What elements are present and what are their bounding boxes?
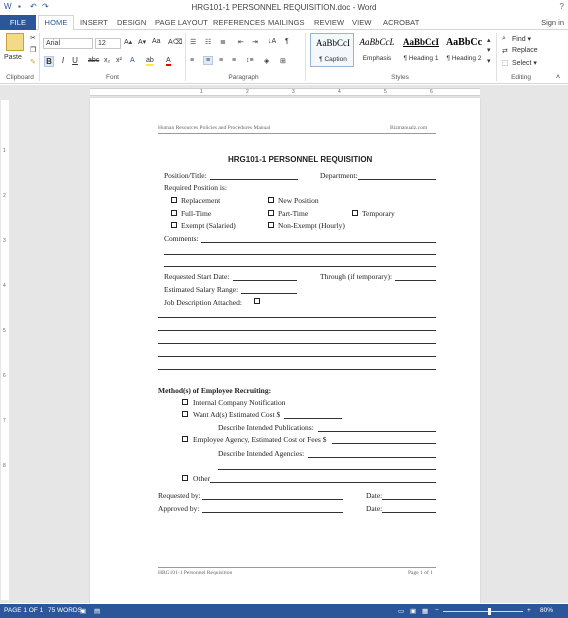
tab-design[interactable]: DESIGN <box>117 18 147 27</box>
approved-date-label: Date: <box>366 504 383 513</box>
justify-icon[interactable]: ≡ <box>232 57 237 64</box>
tab-page-layout[interactable]: PAGE LAYOUT <box>155 18 208 27</box>
find-icon: ⌕ <box>502 35 506 42</box>
select-button[interactable]: Select ▾ <box>512 60 537 67</box>
ruler-number: 6 <box>3 373 6 379</box>
new-position-checkbox[interactable] <box>268 197 274 203</box>
other-label: Other <box>193 474 211 483</box>
footer-rule <box>158 567 436 568</box>
ruler-number: 4 <box>3 283 6 289</box>
comments-line[interactable] <box>164 266 436 267</box>
tab-file[interactable]: FILE <box>0 15 36 30</box>
cut-icon[interactable]: ✂ <box>30 35 36 42</box>
read-mode-icon[interactable]: ▭ <box>398 608 405 615</box>
style-heading-2[interactable] <box>442 33 486 67</box>
requested-date-label: Date: <box>366 491 383 500</box>
redo-icon[interactable]: ↷ <box>42 2 49 11</box>
clear-format-icon[interactable]: A⌫ <box>168 39 183 46</box>
approved-by-label: Approved by: <box>158 504 200 513</box>
ruler-number: 8 <box>3 463 6 469</box>
agency-cost-field[interactable] <box>332 443 436 444</box>
temporary-label: Temporary <box>362 209 395 218</box>
style-name: ¶ Heading 1 <box>403 55 439 62</box>
clipboard-icon <box>6 33 24 51</box>
ribbon-tabs <box>0 15 568 30</box>
zoom-out-icon[interactable]: − <box>435 607 439 614</box>
ruler-number: 2 <box>246 89 249 95</box>
window-title: HRG101-1 PERSONNEL REQUISITION.doc - Word <box>191 3 377 12</box>
style-preview: AaBbCcI <box>402 37 439 47</box>
blank-line[interactable] <box>158 356 436 357</box>
tab-insert[interactable]: INSERT <box>80 18 108 27</box>
ribbon <box>0 30 568 84</box>
line-spacing-icon[interactable]: ↕≡ <box>246 57 254 64</box>
find-button[interactable]: Find ▾ <box>512 36 532 43</box>
change-case-icon[interactable]: Aa <box>152 38 161 45</box>
requested-by-label: Requested by: <box>158 491 201 500</box>
align-center-icon[interactable]: ≡ <box>203 56 213 65</box>
replace-icon: ⇄ <box>502 48 508 55</box>
footer-left: HRG101-1 Personnel Requisition <box>158 570 233 576</box>
horizontal-ruler[interactable] <box>90 88 480 96</box>
macro-icon[interactable]: ▤ <box>94 608 101 615</box>
print-layout-icon[interactable]: ▣ <box>410 608 417 615</box>
paste-button[interactable]: Paste <box>4 54 22 61</box>
internal-notification-label: Internal Company Notification <box>193 398 286 407</box>
approved-by-field[interactable] <box>202 512 343 513</box>
ruler-number: 5 <box>3 328 6 334</box>
align-left-icon[interactable]: ≡ <box>190 57 195 64</box>
select-icon: ⬚ <box>502 60 509 67</box>
through-label: Through (if temporary): <box>320 272 393 281</box>
font-group-label: Font <box>105 74 119 81</box>
style-name: ¶ Heading 2 <box>446 55 482 62</box>
document-title: HRG101-1 PERSONNEL REQUISITION <box>228 155 373 164</box>
want-ads-checkbox[interactable] <box>182 411 188 417</box>
borders-icon[interactable]: ⊞ <box>280 58 286 65</box>
increase-indent-icon[interactable]: ⇥ <box>252 39 258 46</box>
editing-group-label: Editing <box>511 74 531 81</box>
blank-line[interactable] <box>158 330 436 331</box>
other-checkbox[interactable] <box>182 475 188 481</box>
want-ads-cost-field[interactable] <box>284 418 342 419</box>
style-name: Emphasis <box>362 55 392 62</box>
tab-acrobat[interactable]: ACROBAT <box>383 18 420 27</box>
highlight-icon[interactable]: ab <box>146 57 154 64</box>
strikethrough-icon[interactable]: abc <box>88 57 100 64</box>
replace-button[interactable]: Replace <box>512 47 538 54</box>
show-marks-icon[interactable]: ¶ <box>285 38 289 45</box>
group-divider <box>496 33 497 81</box>
align-right-icon[interactable]: ≡ <box>219 57 224 64</box>
ruler-number: 4 <box>338 89 341 95</box>
ruler-number: 6 <box>430 89 433 95</box>
web-layout-icon[interactable]: ▦ <box>422 608 429 615</box>
italic-button[interactable]: I <box>61 56 65 65</box>
part-time-label: Part-Time <box>278 209 309 218</box>
text-effects-icon[interactable]: A <box>130 57 135 64</box>
new-position-label: New Position <box>278 196 319 205</box>
department-field[interactable] <box>358 179 436 180</box>
decrease-indent-icon[interactable]: ⇤ <box>238 39 244 46</box>
zoom-in-icon[interactable]: + <box>527 607 531 614</box>
sort-icon[interactable]: ↓A <box>268 38 277 45</box>
agencies-field[interactable] <box>308 457 436 458</box>
shrink-font-icon[interactable]: A▾ <box>138 39 147 46</box>
copy-icon[interactable]: ❐ <box>30 47 37 54</box>
tab-mailings[interactable]: MAILINGS <box>268 18 305 27</box>
internal-notification-checkbox[interactable] <box>182 399 188 405</box>
style-preview: AaBbCcL <box>359 37 395 47</box>
bullets-icon[interactable]: ☰ <box>190 39 197 46</box>
clipboard-group-label: Clipboard <box>6 74 34 81</box>
collapse-ribbon-icon[interactable]: ˄ <box>556 74 561 81</box>
part-time-checkbox[interactable] <box>268 210 274 216</box>
exempt-label: Exempt (Salaried) <box>181 221 236 230</box>
font-name-box[interactable]: Arial <box>43 38 93 49</box>
multilevel-list-icon[interactable]: ≣ <box>220 39 226 46</box>
requested-start-label: Requested Start Date: <box>164 272 230 281</box>
job-description-label: Job Description Attached: <box>164 298 242 307</box>
underline-button[interactable]: U <box>72 56 78 65</box>
page-count[interactable]: PAGE 1 OF 1 <box>4 607 44 614</box>
required-position-label: Required Position is: <box>164 183 227 192</box>
requested-start-field[interactable] <box>233 280 297 281</box>
word-app-icon: W <box>4 2 12 11</box>
header-rule <box>158 133 436 134</box>
footer-right: Page 1 of 1 <box>408 570 433 576</box>
help-button[interactable]: ? <box>559 2 564 11</box>
blank-line[interactable] <box>158 317 436 318</box>
comments-label: Comments: <box>164 234 199 243</box>
methods-heading: Method(s) of Employee Recruiting: <box>158 386 272 395</box>
ruler-number: 1 <box>3 148 6 154</box>
other-field[interactable] <box>210 482 436 483</box>
font-color-icon[interactable]: A <box>166 57 171 64</box>
style-name: ¶ Caption <box>319 56 347 63</box>
department-label: Department: <box>320 171 358 180</box>
salary-range-label: Estimated Salary Range: <box>164 285 239 294</box>
employee-agency-checkbox[interactable] <box>182 436 188 442</box>
styles-scroll-up-icon[interactable]: ▴ <box>487 37 491 44</box>
replacement-label: Replacement <box>181 196 221 205</box>
header-left: Human Resources Policies and Procedures Manual <box>158 125 271 131</box>
styles-scroll-down-icon[interactable]: ▾ <box>487 47 491 54</box>
proofing-icon[interactable]: ▣ <box>80 608 87 615</box>
want-ads-label: Want Ad(s) Estimated Cost $ <box>193 410 281 419</box>
header-right: Bizmanualz.com <box>390 125 428 131</box>
style-emphasis[interactable] <box>355 33 399 67</box>
style-heading-1[interactable] <box>399 33 443 67</box>
sign-in-link[interactable]: Sign in <box>541 18 564 27</box>
styles-group-label: Styles <box>391 74 409 81</box>
subscript-icon[interactable]: x₂ <box>104 57 111 64</box>
non-exempt-checkbox[interactable] <box>268 222 274 228</box>
numbering-icon[interactable]: ☷ <box>205 39 212 46</box>
ruler-number: 3 <box>3 238 6 244</box>
tab-home[interactable]: HOME <box>38 15 74 31</box>
position-title-field[interactable] <box>210 179 298 180</box>
blank-line[interactable] <box>158 343 436 344</box>
status-bar <box>0 604 568 618</box>
title-bar <box>0 0 568 15</box>
approved-date-field[interactable] <box>382 512 436 513</box>
comments-line[interactable] <box>201 242 436 243</box>
superscript-icon[interactable]: x² <box>116 57 122 64</box>
styles-more-icon[interactable]: ▾ <box>487 58 491 65</box>
style-preview: AaBbCcI <box>316 38 350 48</box>
shading-icon[interactable]: ◈ <box>264 58 270 65</box>
job-description-checkbox[interactable] <box>254 298 260 304</box>
style-caption[interactable] <box>310 33 354 67</box>
vertical-ruler[interactable] <box>1 100 9 600</box>
publications-field[interactable] <box>318 431 436 432</box>
requested-by-field[interactable] <box>202 499 343 500</box>
replacement-checkbox[interactable] <box>171 197 177 203</box>
through-field[interactable] <box>395 280 436 281</box>
format-painter-icon[interactable]: ✎ <box>30 59 36 66</box>
zoom-level[interactable]: 80% <box>540 607 554 614</box>
temporary-checkbox[interactable] <box>352 210 358 216</box>
position-title-label: Position/Title: <box>164 171 207 180</box>
describe-publications-label: Describe Intended Publications: <box>218 423 314 432</box>
non-exempt-label: Non-Exempt (Hourly) <box>278 221 345 230</box>
zoom-slider-thumb[interactable] <box>488 608 491 615</box>
exempt-checkbox[interactable] <box>171 222 177 228</box>
employee-agency-label: Employee Agency, Estimated Cost or Fees $ <box>193 435 327 444</box>
describe-agencies-label: Describe Intended Agencies: <box>218 449 305 458</box>
comments-line[interactable] <box>164 254 436 255</box>
save-icon[interactable]: ▪ <box>18 2 21 11</box>
undo-icon[interactable]: ↶ <box>30 2 37 11</box>
tab-review[interactable]: REVIEW <box>314 18 345 27</box>
grow-font-icon[interactable]: A▴ <box>124 39 133 46</box>
paragraph-group-label: Paragraph <box>228 74 259 81</box>
style-preview: AaBbCc <box>445 37 483 48</box>
word-count[interactable]: 75 WORDS <box>48 607 82 614</box>
requested-date-field[interactable] <box>382 499 436 500</box>
font-size-box[interactable]: 12 <box>95 38 121 49</box>
ruler-number: 1 <box>200 89 203 95</box>
bold-button[interactable]: B <box>44 56 54 67</box>
tab-references[interactable]: REFERENCES <box>213 18 266 27</box>
full-time-label: Full-Time <box>181 209 212 218</box>
blank-line[interactable] <box>158 369 436 370</box>
ruler-number: 2 <box>3 193 6 199</box>
zoom-slider[interactable] <box>443 611 523 612</box>
salary-range-field[interactable] <box>241 293 297 294</box>
document-page[interactable] <box>90 98 480 604</box>
agencies-field[interactable] <box>218 469 436 470</box>
ruler-number: 3 <box>292 89 295 95</box>
full-time-checkbox[interactable] <box>171 210 177 216</box>
ruler-number: 5 <box>384 89 387 95</box>
tab-view[interactable]: VIEW <box>352 18 372 27</box>
ruler-number: 7 <box>3 418 6 424</box>
